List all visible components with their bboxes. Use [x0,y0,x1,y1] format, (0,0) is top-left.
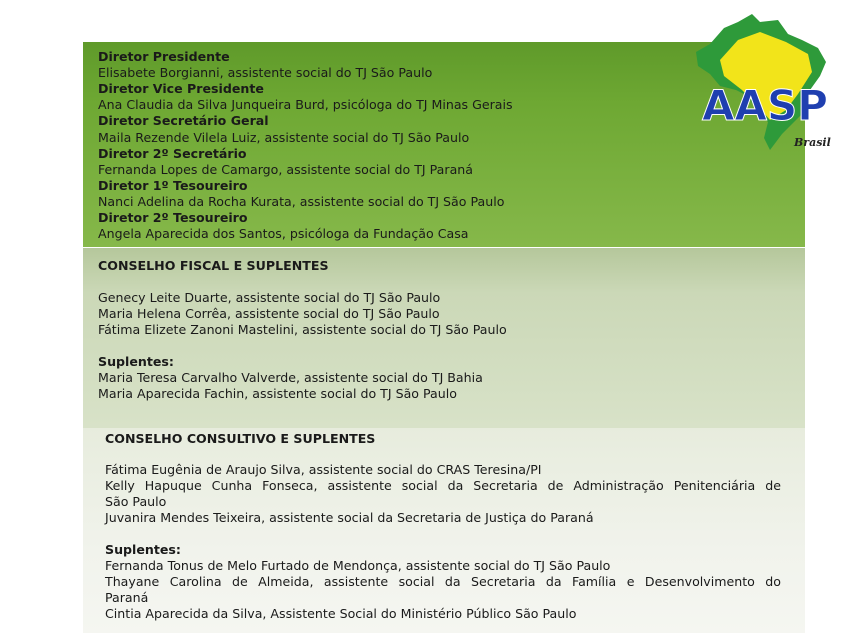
director-title: Diretor 2º Tesoureiro [98,210,248,225]
director-name: Nanci Adelina da Rocha Kurata, assistente social do TJ São Paulo [98,194,505,209]
consult-heading: CONSELHO CONSULTIVO E SUPLENTES [105,431,376,446]
fiscal-alternate: Maria Teresa Carvalho Valverde, assistente social do TJ Bahia [98,370,483,385]
director-name: Elisabete Borgianni, assistente social do TJ São Paulo [98,65,433,80]
fiscal-alternates-heading: Suplentes: [98,354,174,369]
fiscal-member: Maria Helena Corrêa, assistente social do TJ São Paulo [98,306,440,321]
director-title: Diretor Secretário Geral [98,113,269,128]
consult-member: Juvanira Mendes Teixeira, assistente social da Secretaria de Justiça do Paraná [105,510,594,525]
consult-alternate-continued: Paraná [105,590,149,605]
consult-member: Fátima Eugênia de Araujo Silva, assistente social do CRAS Teresina/PI [105,462,542,477]
director-name: Ana Claudia da Silva Junqueira Burd, psicóloga do TJ Minas Gerais [98,97,513,112]
fiscal-alternate: Maria Aparecida Fachin, assistente social do TJ São Paulo [98,386,457,401]
director-name: Fernanda Lopes de Camargo, assistente social do TJ Paraná [98,162,473,177]
director-title: Diretor Presidente [98,49,230,64]
fiscal-member: Genecy Leite Duarte, assistente social do TJ São Paulo [98,290,441,305]
fiscal-council-section [83,248,805,428]
consult-alternate: Cintia Aparecida da Silva, Assistente Social do Ministério Público São Paulo [105,606,577,621]
fiscal-heading: CONSELHO FISCAL E SUPLENTES [98,258,329,273]
director-name: Maila Rezende Vilela Luiz, assistente social do TJ São Paulo [98,130,470,145]
logo-subtext: Brasil [794,136,831,149]
director-title: Diretor 2º Secretário [98,146,247,161]
consultative-council-section [83,428,805,633]
consult-alternate: Thayane Carolina de Almeida, assistente social da Secretaria da Família e Desenvolvimento do [105,574,781,589]
fiscal-member: Fátima Elizete Zanoni Mastelini, assistente social do TJ São Paulo [98,322,507,337]
director-title: Diretor 1º Tesoureiro [98,178,248,193]
logo-text: AASP [702,81,829,130]
director-name: Angela Aparecida dos Santos, psicóloga da Fundação Casa [98,226,469,241]
consult-member-continued: São Paulo [105,494,167,509]
director-title: Diretor Vice Presidente [98,81,264,96]
consult-alternate: Fernanda Tonus de Melo Furtado de Mendonça, assistente social do TJ São Paulo [105,558,611,573]
aasp-brasil-logo [690,10,850,160]
consult-alternates-heading: Suplentes: [105,542,181,557]
consult-member: Kelly Hapuque Cunha Fonseca, assistente social da Secretaria de Administração Penitenciária de [105,478,781,493]
